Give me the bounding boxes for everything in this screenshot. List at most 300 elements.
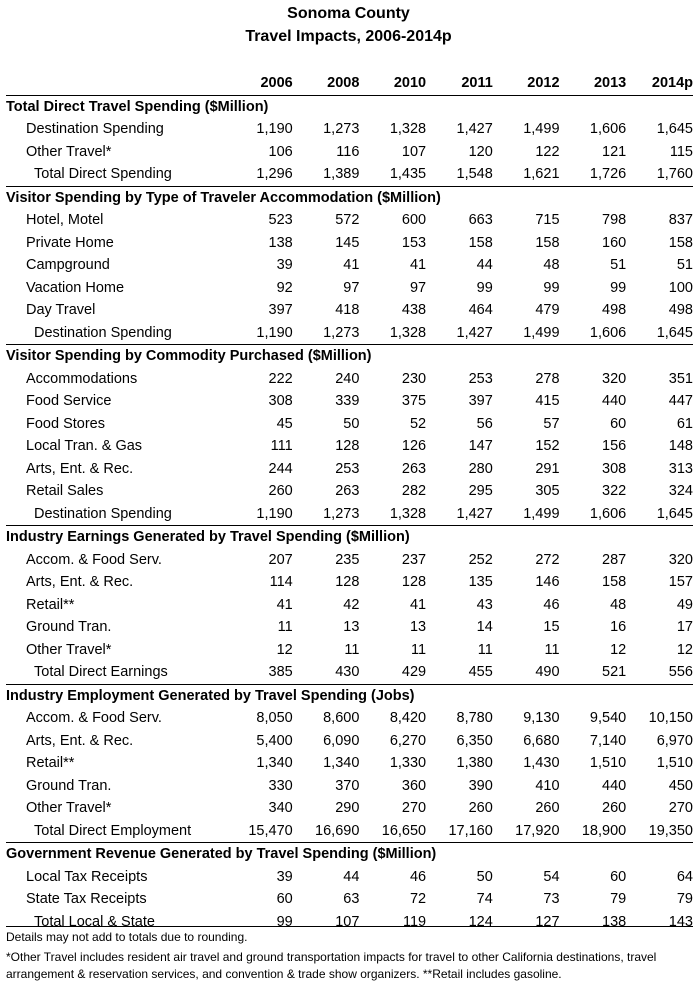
value-cell: 490 [535, 664, 560, 680]
value-cell: 60 [276, 891, 293, 907]
value-cell: 156 [602, 438, 627, 454]
value-cell: 291 [535, 460, 560, 477]
value-cell: 50 [476, 868, 493, 885]
total-row [6, 820, 693, 843]
value-cell: 17 [676, 619, 693, 635]
value-cell: 79 [676, 891, 693, 907]
value-cell: 99 [276, 913, 293, 930]
value-cell: 385 [268, 664, 293, 680]
value-cell: 1,435 [389, 166, 427, 182]
value-cell: 8,050 [256, 710, 293, 726]
value-cell: 340 [268, 800, 293, 816]
value-cell: 207 [268, 551, 293, 568]
value-cell: 11 [277, 619, 293, 635]
value-cell: 600 [401, 212, 427, 228]
value-cell: 270 [668, 800, 693, 816]
value-cell: 18,900 [581, 822, 627, 839]
section-heading: Total Direct Travel Spending ($Million) [6, 98, 269, 115]
table-header-row [6, 72, 693, 95]
value-cell: 99 [610, 279, 627, 296]
value-cell: 252 [468, 551, 493, 568]
section-heading-row [6, 526, 693, 549]
value-cell: 440 [602, 777, 627, 794]
row-label: Total Direct Earnings [34, 664, 168, 680]
row-label: Retail Sales [26, 483, 104, 499]
value-cell: 147 [468, 438, 493, 454]
value-cell: 49 [676, 596, 693, 613]
value-cell: 397 [268, 302, 293, 318]
value-cell: 235 [335, 551, 360, 568]
value-cell: 663 [468, 212, 493, 228]
table-row [6, 368, 693, 391]
value-cell: 153 [401, 234, 427, 251]
value-cell: 1,499 [523, 324, 560, 341]
value-cell: 135 [468, 574, 493, 590]
value-cell: 1,273 [323, 324, 360, 341]
value-cell: 119 [402, 913, 427, 930]
row-label: Retail** [26, 596, 75, 613]
value-cell: 556 [668, 664, 693, 680]
value-cell: 6,270 [389, 732, 427, 749]
value-cell: 278 [535, 370, 560, 387]
value-cell: 15 [543, 619, 560, 635]
value-cell: 6,680 [523, 732, 560, 749]
value-cell: 107 [335, 913, 360, 930]
value-cell: 127 [535, 913, 560, 930]
year-header: 2006 [260, 75, 293, 91]
header-label-cell [6, 72, 226, 95]
row-label: Retail** [26, 755, 75, 771]
value-cell: 230 [401, 370, 427, 387]
value-cell: 498 [668, 302, 693, 318]
value-cell: 523 [268, 212, 293, 228]
value-cell: 1,621 [523, 166, 560, 182]
value-cell: 837 [668, 212, 693, 228]
value-cell: 17,920 [515, 822, 560, 839]
value-cell: 324 [668, 483, 693, 499]
value-cell: 11 [544, 641, 560, 658]
value-cell: 42 [343, 596, 360, 613]
value-cell: 1,340 [256, 755, 293, 771]
value-cell: 237 [401, 551, 427, 568]
row-label: Local Tran. & Gas [26, 438, 143, 454]
value-cell: 498 [602, 302, 627, 318]
row-label: Destination Spending [26, 121, 164, 137]
value-cell: 39 [276, 868, 293, 885]
section-heading-row [6, 345, 693, 368]
value-cell: 390 [468, 777, 493, 794]
table-row [6, 232, 693, 255]
value-cell: 260 [468, 800, 493, 816]
value-cell: 114 [269, 574, 293, 590]
value-cell: 138 [602, 913, 627, 930]
total-row [6, 661, 693, 684]
value-cell: 351 [668, 370, 693, 387]
year-header: 2013 [593, 75, 627, 91]
row-label: Destination Spending [34, 505, 172, 522]
value-cell: 1,380 [456, 755, 493, 771]
year-header: 2010 [393, 75, 427, 91]
year-header: 2012 [527, 75, 560, 91]
row-label: Total Direct Employment [34, 822, 192, 839]
value-cell: 16,650 [381, 822, 427, 839]
value-cell: 1,340 [323, 755, 360, 771]
value-cell: 418 [335, 302, 360, 318]
section-heading-row [6, 95, 693, 118]
table-row [6, 571, 693, 594]
row-label: Day Travel [26, 302, 96, 318]
value-cell: 45 [276, 415, 293, 432]
value-cell: 415 [535, 393, 560, 409]
value-cell: 46 [409, 868, 427, 885]
value-cell: 8,600 [323, 710, 360, 726]
section-heading: Industry Earnings Generated by Travel Spending ($Million) [6, 529, 410, 545]
value-cell: 143 [668, 913, 693, 930]
value-cell: 48 [543, 257, 560, 273]
value-cell: 1,427 [456, 324, 493, 341]
value-cell: 1,645 [656, 121, 693, 137]
value-cell: 360 [401, 777, 427, 794]
value-cell: 1,645 [656, 505, 693, 522]
row-label: Arts, Ent. & Rec. [26, 732, 134, 749]
value-cell: 1,645 [656, 324, 693, 341]
value-cell: 5,400 [256, 732, 293, 749]
value-cell: 244 [268, 460, 293, 477]
table-row [6, 730, 693, 753]
value-cell: 1,606 [589, 324, 627, 341]
value-cell: 158 [668, 234, 693, 251]
value-cell: 8,780 [456, 710, 493, 726]
table-row [6, 141, 693, 164]
value-cell: 12 [676, 641, 693, 658]
value-cell: 50 [343, 415, 360, 432]
total-row [6, 503, 693, 526]
row-label: State Tax Receipts [26, 891, 147, 907]
value-cell: 479 [535, 302, 560, 318]
value-cell: 280 [468, 460, 493, 477]
row-label: Private Home [26, 234, 114, 251]
value-cell: 375 [401, 393, 427, 409]
value-cell: 120 [468, 143, 493, 160]
value-cell: 287 [602, 551, 627, 568]
value-cell: 56 [476, 415, 493, 432]
value-cell: 429 [401, 664, 427, 680]
value-cell: 438 [401, 302, 427, 318]
value-cell: 455 [468, 664, 493, 680]
value-cell: 339 [335, 393, 360, 409]
value-cell: 290 [335, 800, 360, 816]
table-row [6, 775, 693, 798]
value-cell: 521 [602, 664, 627, 680]
value-cell: 9,540 [589, 710, 627, 726]
value-cell: 51 [676, 257, 693, 273]
value-cell: 397 [468, 393, 493, 409]
value-cell: 48 [610, 596, 627, 613]
value-cell: 16 [610, 619, 627, 635]
table-row [6, 639, 693, 662]
value-cell: 97 [343, 279, 360, 296]
value-cell: 15,470 [248, 822, 293, 839]
footnote-other-travel: *Other Travel includes resident air travel and ground transportation impacts for travel to other California destinations, travel arrangement & reservation services, and convention & trade show organizers. **Retail includes gasoline. [6, 950, 657, 981]
value-cell: 92 [276, 279, 293, 296]
value-cell: 270 [401, 800, 427, 816]
value-cell: 322 [602, 483, 627, 499]
row-label: Campground [26, 257, 110, 273]
value-cell: 126 [401, 438, 427, 454]
value-cell: 370 [335, 777, 360, 794]
value-cell: 19,350 [648, 822, 693, 839]
value-cell: 116 [336, 143, 360, 160]
value-cell: 46 [543, 596, 560, 613]
value-cell: 12 [276, 641, 293, 658]
value-cell: 450 [668, 777, 693, 794]
value-cell: 1,273 [323, 505, 360, 522]
value-cell: 260 [535, 800, 560, 816]
value-cell: 410 [535, 777, 560, 794]
section-heading: Government Revenue Generated by Travel Spending ($Million) [6, 846, 437, 862]
value-cell: 7,140 [589, 732, 627, 749]
value-cell: 74 [476, 891, 493, 907]
value-cell: 8,420 [389, 710, 427, 726]
value-cell: 145 [335, 234, 360, 251]
table-row [6, 797, 693, 820]
value-cell: 320 [602, 370, 627, 387]
value-cell: 10,150 [648, 710, 693, 726]
value-cell: 152 [535, 438, 560, 454]
value-cell: 124 [468, 913, 493, 930]
value-cell: 1,190 [256, 121, 293, 137]
value-cell: 97 [409, 279, 427, 296]
table-row [6, 616, 693, 639]
value-cell: 1,760 [656, 166, 693, 182]
value-cell: 308 [268, 393, 293, 409]
value-cell: 60 [610, 868, 627, 885]
value-cell: 440 [602, 393, 627, 409]
value-cell: 39 [276, 257, 293, 273]
row-label: Accom. & Food Serv. [26, 710, 162, 726]
value-cell: 57 [543, 415, 560, 432]
row-label: Ground Tran. [26, 777, 112, 794]
value-cell: 128 [335, 438, 360, 454]
row-label: Arts, Ent. & Rec. [26, 460, 134, 477]
row-label: Food Service [26, 393, 112, 409]
value-cell: 41 [343, 257, 360, 273]
value-cell: 430 [335, 664, 360, 680]
value-cell: 1,190 [256, 324, 293, 341]
row-label: Accom. & Food Serv. [26, 551, 162, 568]
value-cell: 305 [535, 483, 560, 499]
value-cell: 51 [610, 257, 627, 273]
value-cell: 121 [602, 143, 627, 160]
value-cell: 41 [409, 596, 427, 613]
table-row [6, 458, 693, 481]
value-cell: 1,548 [456, 166, 493, 182]
table-row [6, 118, 693, 141]
value-cell: 1,389 [323, 166, 360, 182]
value-cell: 44 [343, 868, 360, 885]
row-label: Ground Tran. [26, 619, 112, 635]
value-cell: 1,330 [389, 755, 427, 771]
value-cell: 107 [401, 143, 427, 160]
value-cell: 295 [468, 483, 493, 499]
value-cell: 572 [335, 212, 360, 228]
row-label: Destination Spending [34, 324, 172, 341]
value-cell: 111 [270, 438, 293, 454]
total-row [6, 322, 693, 345]
value-cell: 13 [409, 619, 427, 635]
row-label: Accommodations [26, 370, 138, 387]
value-cell: 260 [268, 483, 293, 499]
table-row [6, 277, 693, 300]
total-row [6, 163, 693, 186]
footnote-rounding: Details may not add to totals due to rounding. [6, 930, 248, 944]
footnote-divider [6, 926, 693, 927]
value-cell: 1,499 [523, 505, 560, 522]
page-title: Sonoma County [287, 5, 410, 22]
value-cell: 260 [602, 800, 627, 816]
value-cell: 330 [268, 777, 293, 794]
travel-impacts-table [6, 72, 693, 933]
section-heading-row [6, 843, 693, 866]
table-row [6, 390, 693, 413]
value-cell: 1,510 [589, 755, 627, 771]
row-label: Other Travel* [26, 641, 112, 658]
value-cell: 313 [668, 460, 693, 477]
value-cell: 160 [602, 234, 627, 251]
value-cell: 158 [535, 234, 560, 251]
value-cell: 128 [335, 574, 360, 590]
value-cell: 99 [476, 279, 493, 296]
value-cell: 11 [344, 641, 360, 658]
value-cell: 60 [610, 415, 627, 432]
value-cell: 1,427 [456, 505, 493, 522]
value-cell: 272 [535, 551, 560, 568]
value-cell: 308 [602, 460, 627, 477]
value-cell: 253 [335, 460, 360, 477]
value-cell: 1,328 [389, 121, 427, 137]
value-cell: 99 [543, 279, 560, 296]
value-cell: 263 [401, 460, 427, 477]
value-cell: 11 [411, 641, 427, 658]
value-cell: 52 [409, 415, 427, 432]
section-heading-row [6, 684, 693, 707]
value-cell: 1,726 [589, 166, 627, 182]
value-cell: 43 [476, 596, 493, 613]
value-cell: 798 [602, 212, 627, 228]
row-label: Other Travel* [26, 800, 112, 816]
table-row [6, 299, 693, 322]
row-label: Food Stores [26, 415, 105, 432]
value-cell: 715 [535, 212, 560, 228]
value-cell: 158 [602, 574, 627, 590]
value-cell: 41 [409, 257, 427, 273]
year-header: 2008 [327, 75, 360, 91]
value-cell: 64 [676, 868, 693, 885]
section-heading-row [6, 186, 693, 209]
row-label: Local Tax Receipts [26, 868, 148, 885]
table-row [6, 707, 693, 730]
table-row [6, 209, 693, 232]
value-cell: 158 [468, 234, 493, 251]
value-cell: 1,499 [523, 121, 560, 137]
value-cell: 1,427 [456, 121, 493, 137]
value-cell: 222 [268, 370, 293, 387]
table-row [6, 254, 693, 277]
table-row [6, 549, 693, 572]
table-row [6, 413, 693, 436]
value-cell: 128 [401, 574, 427, 590]
table-row [6, 480, 693, 503]
section-heading: Visitor Spending by Commodity Purchased ($Million) [6, 348, 372, 364]
value-cell: 122 [535, 143, 560, 160]
value-cell: 16,690 [315, 822, 360, 839]
value-cell: 282 [401, 483, 427, 499]
value-cell: 253 [468, 370, 493, 387]
value-cell: 157 [668, 574, 693, 590]
value-cell: 54 [543, 868, 560, 885]
value-cell: 146 [535, 574, 560, 590]
value-cell: 41 [276, 596, 293, 613]
table-body [6, 95, 693, 933]
table-row [6, 888, 693, 911]
value-cell: 106 [268, 143, 293, 160]
table-row [6, 752, 693, 775]
value-cell: 14 [476, 619, 493, 635]
year-header: 2014p [651, 75, 693, 91]
value-cell: 13 [343, 619, 360, 635]
value-cell: 17,160 [448, 822, 493, 839]
value-cell: 1,190 [256, 505, 293, 522]
value-cell: 73 [543, 891, 560, 907]
value-cell: 1,606 [589, 505, 627, 522]
value-cell: 11 [477, 641, 493, 658]
value-cell: 6,970 [656, 732, 693, 749]
page-subtitle: Travel Impacts, 2006-2014p [245, 28, 452, 45]
value-cell: 63 [343, 891, 360, 907]
row-label: Vacation Home [26, 279, 125, 296]
value-cell: 1,328 [389, 324, 427, 341]
value-cell: 447 [668, 393, 693, 409]
value-cell: 1,328 [389, 505, 427, 522]
section-heading: Visitor Spending by Type of Traveler Accommodation ($Million) [6, 189, 441, 206]
value-cell: 1,296 [256, 166, 293, 182]
value-cell: 138 [268, 234, 293, 251]
value-cell: 12 [610, 641, 627, 658]
value-cell: 240 [335, 370, 360, 387]
value-cell: 72 [409, 891, 427, 907]
value-cell: 61 [676, 415, 693, 432]
section-heading: Industry Employment Generated by Travel Spending (Jobs) [6, 687, 415, 704]
value-cell: 6,350 [456, 732, 493, 749]
table-row [6, 435, 693, 458]
value-cell: 1,510 [656, 755, 693, 771]
row-label: Total Direct Spending [34, 166, 172, 182]
value-cell: 1,273 [323, 121, 360, 137]
value-cell: 1,606 [589, 121, 627, 137]
value-cell: 44 [476, 257, 493, 273]
value-cell: 6,090 [323, 732, 360, 749]
value-cell: 263 [335, 483, 360, 499]
value-cell: 1,430 [523, 755, 560, 771]
row-label: Arts, Ent. & Rec. [26, 574, 134, 590]
value-cell: 148 [668, 438, 693, 454]
value-cell: 79 [610, 891, 627, 907]
table-row [6, 594, 693, 617]
value-cell: 9,130 [523, 710, 560, 726]
value-cell: 115 [669, 143, 693, 160]
value-cell: 464 [468, 302, 493, 318]
row-label: Total Local & State [34, 913, 155, 930]
